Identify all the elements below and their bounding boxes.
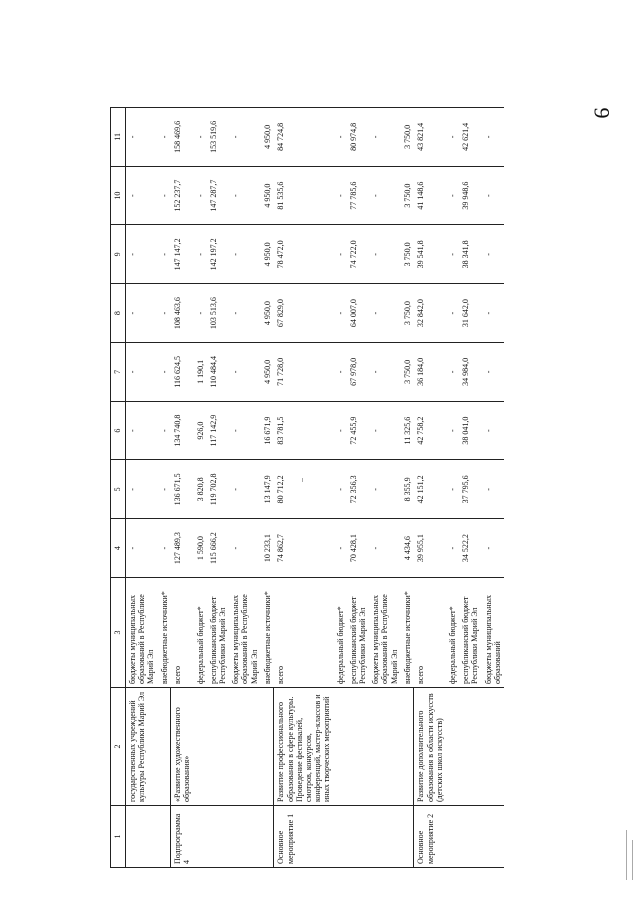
source-cell: федеральный бюджет* — [446, 578, 459, 688]
value-cell: 84 724,8 — [274, 108, 334, 167]
table-row — [459, 108, 481, 868]
value-cell: - — [229, 108, 261, 167]
value-cell: - — [334, 519, 347, 578]
title-cell — [459, 688, 481, 806]
program-cell — [194, 806, 207, 868]
title-cell — [401, 688, 414, 806]
table-row — [482, 108, 504, 868]
value-cell: - — [446, 284, 459, 343]
source-cell: бюджеты муниципальных образований в Республике Марий Эл — [229, 578, 261, 688]
title-cell: государственных учреждений культуры Республики Марий Эл — [126, 688, 158, 806]
title-cell: Развитие профессионального образования в сфере культуры. Проведение фестивалей, смотров, конкурсов, конференций, мастер-классов и иных творческих мероприятий — [274, 688, 334, 806]
value-cell: 16 671,9 — [261, 401, 274, 460]
source-cell: федеральный бюджет* — [334, 578, 347, 688]
table-row — [446, 108, 459, 868]
value-cell: - — [369, 166, 401, 225]
value-cell: - — [446, 519, 459, 578]
table-row — [414, 108, 446, 868]
value-cell: 110 484,4 — [207, 343, 229, 402]
value-cell: - — [334, 343, 347, 402]
value-cell: - — [158, 166, 171, 225]
value-cell: 43 821,4 — [414, 108, 446, 167]
value-cell: - — [126, 401, 158, 460]
program-cell — [207, 806, 229, 868]
scan-mark — [632, 840, 633, 880]
value-cell: - — [482, 401, 504, 460]
value-cell: - — [158, 108, 171, 167]
value-cell: - — [446, 166, 459, 225]
value-cell: 11 325,6 — [401, 401, 414, 460]
value-cell: 83 781,5 — [274, 401, 334, 460]
value-cell: 4 950,0 — [261, 108, 274, 167]
program-cell — [261, 806, 274, 868]
program-cell: Подпрограмма 4 — [171, 806, 194, 868]
title-cell — [482, 688, 504, 806]
value-cell: 3 750,0 — [401, 108, 414, 167]
value-cell: 117 142,9 — [207, 401, 229, 460]
value-cell: - — [126, 460, 158, 519]
source-cell: федеральный бюджет* — [194, 578, 207, 688]
title-cell — [229, 688, 261, 806]
source-cell: республиканский бюджет Республики Марий Эл — [207, 578, 229, 688]
value-cell: 1 190,1 — [194, 343, 207, 402]
value-cell: - — [482, 519, 504, 578]
source-cell: внебюджетные источники* — [401, 578, 414, 688]
value-cell: 3 750,0 — [401, 284, 414, 343]
value-cell: - — [194, 166, 207, 225]
value-cell: 42 151,2 — [414, 460, 446, 519]
value-cell: - — [229, 225, 261, 284]
page-number: 9 — [589, 107, 615, 119]
value-cell: 81 535,6 — [274, 166, 334, 225]
value-cell: 72 455,9 — [347, 401, 369, 460]
value-cell: - — [229, 519, 261, 578]
value-cell: 31 642,0 — [459, 284, 481, 343]
value-cell: - — [482, 343, 504, 402]
source-cell: внебюджетные источники* — [261, 578, 274, 688]
table-row — [261, 108, 274, 868]
value-cell: - — [482, 108, 504, 167]
source-cell: бюджеты муниципальных образований — [482, 578, 504, 688]
title-cell — [446, 688, 459, 806]
value-cell: 158 469,6 — [171, 108, 194, 167]
program-cell — [334, 806, 347, 868]
value-cell: 38 041,0 — [459, 401, 481, 460]
program-cell: Основное мероприятие 1 — [274, 806, 334, 868]
value-cell: 78 472,0 — [274, 225, 334, 284]
value-cell: - — [126, 166, 158, 225]
value-cell: - — [446, 343, 459, 402]
value-cell: 42 758,2 — [414, 401, 446, 460]
column-header: 3 — [111, 578, 126, 688]
program-cell — [369, 806, 401, 868]
value-cell: 103 513,6 — [207, 284, 229, 343]
value-cell: - — [158, 519, 171, 578]
value-cell: - — [482, 284, 504, 343]
value-cell: - — [334, 284, 347, 343]
value-cell: 4 950,0 — [261, 284, 274, 343]
column-header: 11 — [111, 108, 126, 167]
value-cell: 142 197,2 — [207, 225, 229, 284]
table-row — [229, 108, 261, 868]
value-cell: - — [158, 460, 171, 519]
value-cell: - — [126, 108, 158, 167]
value-cell: - — [334, 166, 347, 225]
column-header: 10 — [111, 166, 126, 225]
column-header: 4 — [111, 519, 126, 578]
value-cell: - — [229, 343, 261, 402]
value-cell: - — [446, 401, 459, 460]
column-header: 6 — [111, 401, 126, 460]
value-cell: 3 750,0 — [401, 343, 414, 402]
value-cell: - — [126, 343, 158, 402]
value-cell: 115 666,2 — [207, 519, 229, 578]
value-cell: 153 519,6 — [207, 108, 229, 167]
table-row — [194, 108, 207, 868]
value-cell: 3 750,0 — [401, 166, 414, 225]
column-header: 5 — [111, 460, 126, 519]
table-row — [347, 108, 369, 868]
value-cell: 134 740,8 — [171, 401, 194, 460]
column-header: 2 — [111, 688, 126, 806]
value-cell: 67 978,0 — [347, 343, 369, 402]
value-cell: - — [334, 225, 347, 284]
value-cell: - — [334, 401, 347, 460]
table-row — [171, 108, 194, 868]
title-cell — [369, 688, 401, 806]
table-row — [274, 108, 334, 868]
value-cell: 80 712,2 — [274, 460, 334, 519]
value-cell: 38 341,8 — [459, 225, 481, 284]
scan-mark — [626, 830, 627, 880]
value-cell: 136 671,5 — [171, 460, 194, 519]
program-cell — [459, 806, 481, 868]
value-cell: - — [369, 225, 401, 284]
program-cell: Основное мероприятие 2 — [414, 806, 446, 868]
value-cell: 10 233,1 — [261, 519, 274, 578]
value-cell: 4 950,0 — [261, 225, 274, 284]
value-cell: 71 728,0 — [274, 343, 334, 402]
source-cell: всего — [274, 578, 334, 688]
value-cell: - — [194, 225, 207, 284]
value-cell: 74 722,0 — [347, 225, 369, 284]
value-cell: 1 590,0 — [194, 519, 207, 578]
program-cell — [229, 806, 261, 868]
value-cell: - — [446, 108, 459, 167]
title-cell — [347, 688, 369, 806]
title-cell — [261, 688, 274, 806]
value-cell: - — [482, 225, 504, 284]
source-cell: республиканский бюджет Республики Марий Эл — [459, 578, 481, 688]
value-cell: - — [369, 519, 401, 578]
value-cell: 72 356,3 — [347, 460, 369, 519]
value-cell: 8 355,9 — [401, 460, 414, 519]
value-cell: - — [158, 343, 171, 402]
value-cell: 36 184,0 — [414, 343, 446, 402]
value-cell: - — [334, 108, 347, 167]
table-header-row — [111, 108, 126, 868]
value-cell: 152 237,7 — [171, 166, 194, 225]
value-cell: - — [229, 284, 261, 343]
value-cell: 4 434,6 — [401, 519, 414, 578]
value-cell: 4 950,0 — [261, 166, 274, 225]
value-cell: 32 842,0 — [414, 284, 446, 343]
table-row — [334, 108, 347, 868]
value-cell: - — [369, 460, 401, 519]
table-row — [207, 108, 229, 868]
program-cell — [347, 806, 369, 868]
value-cell: - — [446, 460, 459, 519]
title-cell — [194, 688, 207, 806]
source-cell: всего — [171, 578, 194, 688]
value-cell: 127 489,3 — [171, 519, 194, 578]
value-cell: 39 948,6 — [459, 166, 481, 225]
value-cell: 13 147,9 — [261, 460, 274, 519]
value-cell: 147 287,7 — [207, 166, 229, 225]
value-cell: - — [158, 225, 171, 284]
title-cell — [334, 688, 347, 806]
rotated-table-container — [110, 108, 530, 868]
value-cell: 39 541,8 — [414, 225, 446, 284]
value-cell: - — [446, 225, 459, 284]
source-cell: внебюджетные источники* — [158, 578, 171, 688]
value-cell: 74 862,7 — [274, 519, 334, 578]
table-row — [126, 108, 158, 868]
program-cell — [126, 806, 158, 868]
value-cell: 4 950,0 — [261, 343, 274, 402]
value-cell: 119 702,8 — [207, 460, 229, 519]
value-cell: 41 148,6 — [414, 166, 446, 225]
value-cell: - — [482, 166, 504, 225]
value-cell: 67 829,0 — [274, 284, 334, 343]
program-cell — [401, 806, 414, 868]
budget-table — [110, 107, 504, 868]
value-cell: 42 621,4 — [459, 108, 481, 167]
value-cell: 64 007,0 — [347, 284, 369, 343]
program-cell — [158, 806, 171, 868]
value-cell: - — [369, 284, 401, 343]
table-body — [126, 108, 504, 868]
value-cell: - — [158, 401, 171, 460]
value-cell: - — [334, 460, 347, 519]
title-cell: «Развитие художественного образования» — [171, 688, 194, 806]
program-cell — [482, 806, 504, 868]
source-cell: всего — [414, 578, 446, 688]
value-cell: 70 428,1 — [347, 519, 369, 578]
value-cell: 926,0 — [194, 401, 207, 460]
value-cell: - — [126, 284, 158, 343]
value-cell: - — [158, 284, 171, 343]
value-cell: - — [126, 519, 158, 578]
value-cell: 108 463,6 — [171, 284, 194, 343]
value-cell: - — [194, 108, 207, 167]
value-cell: 34 522,2 — [459, 519, 481, 578]
title-cell — [207, 688, 229, 806]
value-cell: 3 750,0 — [401, 225, 414, 284]
value-cell: 80 974,8 — [347, 108, 369, 167]
value-cell: - — [369, 343, 401, 402]
column-header: 1 — [111, 806, 126, 868]
value-cell: - — [482, 460, 504, 519]
program-cell — [446, 806, 459, 868]
table-row — [158, 108, 171, 868]
value-cell: - — [194, 284, 207, 343]
value-cell: - — [229, 401, 261, 460]
value-cell: 34 984,0 — [459, 343, 481, 402]
source-cell: бюджеты муниципальных образований в Республике Марий Эл — [369, 578, 401, 688]
column-header: 8 — [111, 284, 126, 343]
value-cell: - — [369, 108, 401, 167]
source-cell: бюджеты муниципальных образований в Республике Марий Эл — [126, 578, 158, 688]
value-cell: 39 955,1 — [414, 519, 446, 578]
table-row — [401, 108, 414, 868]
value-cell: 77 785,6 — [347, 166, 369, 225]
source-cell: республиканский бюджет Республики Марий Эл — [347, 578, 369, 688]
table-row — [369, 108, 401, 868]
column-header: 9 — [111, 225, 126, 284]
value-cell: 3 820,8 — [194, 460, 207, 519]
column-header: 7 — [111, 343, 126, 402]
value-cell: 116 624,5 — [171, 343, 194, 402]
value-cell: - — [126, 225, 158, 284]
value-cell: - — [229, 460, 261, 519]
value-cell: - — [229, 166, 261, 225]
value-cell: 37 795,6 — [459, 460, 481, 519]
title-cell: Развитие дополнительного образования в области искусств (детских школ искусств) — [414, 688, 446, 806]
value-cell: 147 147,2 — [171, 225, 194, 284]
title-cell — [158, 688, 171, 806]
value-cell: - — [369, 401, 401, 460]
